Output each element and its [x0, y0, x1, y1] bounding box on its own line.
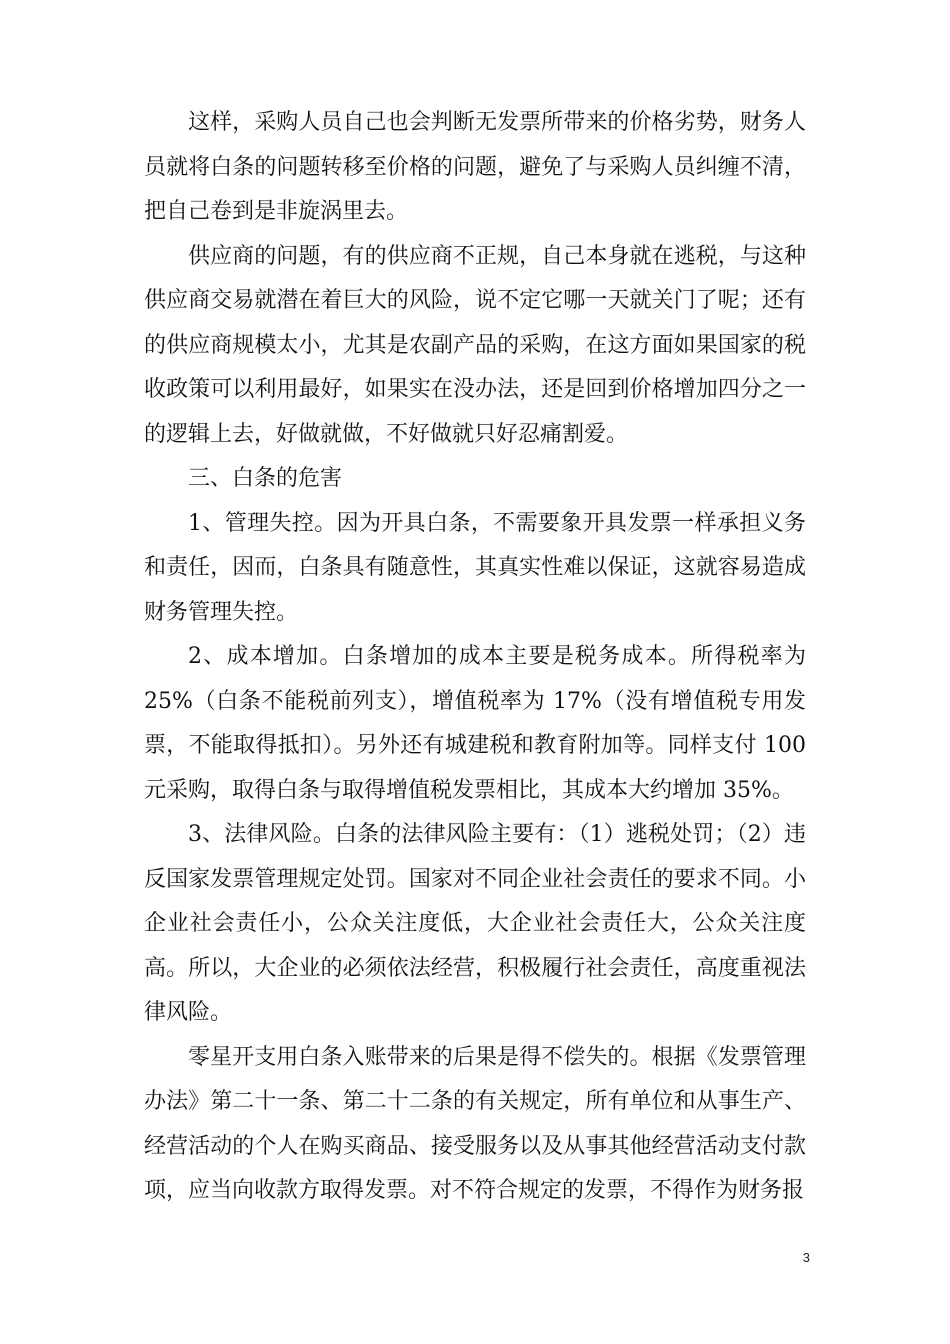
- page-number: 3: [802, 1250, 810, 1265]
- paragraph-supplier-issue: 供应商的问题，有的供应商不正规，自己本身就在逃税，与这种供应商交易就潜在着巨大的风险，说不定它哪一天就关门了呢；还有的供应商规模太小，尤其是农副产品的采购，在这方面如果国家的税收政策可以利用最好，如果实在没办法，还是回到价格增加四分之一的逻辑上去，好做就做，不好做就只好忍痛割爱。: [144, 243, 806, 447]
- paragraph-price-disadvantage: 这样，采购人员自己也会判断无发票所带来的价格劣势，财务人员就将白条的问题转移至价格的问题，避免了与采购人员纠缠不清，把自己卷到是非旋涡里去。: [144, 110, 806, 224]
- document-body: [144, 101, 806, 1214]
- paragraph-cost-increase: 2、成本增加。白条增加的成本主要是税务成本。所得税率为 25%（白条不能税前列支），增值税率为 17%（没有增值税专用发票，不能取得抵扣）。另外还有城建税和教育附加等。同样支付 100 元采购，取得白条与取得增值税发票相比，其成本大约增加 35%。: [144, 644, 806, 803]
- paragraph-management-loss: 1、管理失控。因为开具白条，不需要象开具发票一样承担义务和责任，因而，白条具有随意性，其真实性难以保证，这就容易造成财务管理失控。: [144, 510, 806, 625]
- paragraph-invoice-regulation: 零星开支用白条入账带来的后果是得不偿失的。根据《发票管理办法》第二十一条、第二十二条的有关规定，所有单位和从事生产、经营活动的个人在购买商品、接受服务以及从事其他经营活动支付款项，应当向收款方取得发票。对不符合规定的发票，不得作为财务报: [144, 1044, 806, 1203]
- section-heading-harms: 三、白条的危害: [188, 466, 343, 491]
- paragraph-legal-risk: 3、法律风险。白条的法律风险主要有：（1）逃税处罚；（2）违反国家发票管理规定处罚。国家对不同企业社会责任的要求不同。小企业社会责任小，公众关注度低，大企业社会责任大，公众关注度高。所以，大企业的必须依法经营，积极履行社会责任，高度重视法律风险。: [144, 822, 806, 1025]
